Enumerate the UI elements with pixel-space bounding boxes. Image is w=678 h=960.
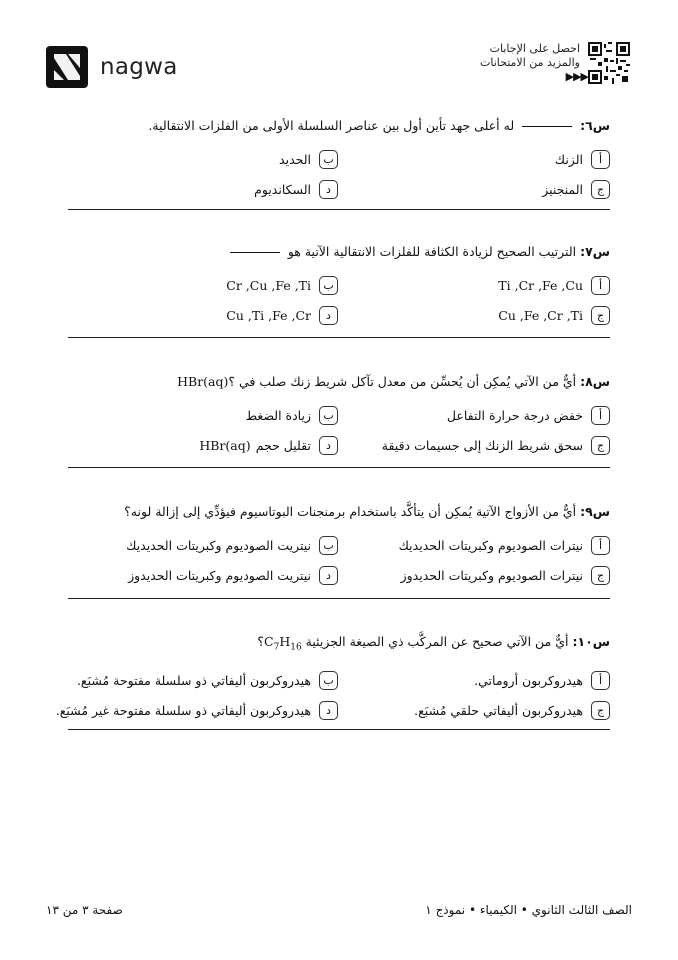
question-10-text: س١٠: أيٌّ من الآتي صحيح عن المركَّب ذي الصيغة الجزيئية $C_7H_{16}؟$ xyxy=(257,634,610,653)
option-a[interactable] xyxy=(340,150,610,169)
option-text: Cu ,Ti ,Fe ,Cr xyxy=(226,307,311,323)
option-text: المنجنيز xyxy=(542,181,583,197)
option-a[interactable] xyxy=(340,671,610,690)
option-d[interactable] xyxy=(68,566,338,585)
option-text: نيتريت الصوديوم وكبريتات الحديدوز xyxy=(128,567,311,583)
question-6-text xyxy=(68,116,610,136)
option-text: هيدروكربون أليفاتي ذو سلسلة مفتوحة مُشبَع. xyxy=(76,673,311,688)
option-text: تقليل حجم xyxy=(255,437,311,453)
option-letter-badge: ج xyxy=(591,701,610,720)
option-b[interactable] xyxy=(68,671,338,690)
option-c[interactable] xyxy=(340,180,610,199)
option-a[interactable] xyxy=(340,406,610,425)
option-letter-badge: أ xyxy=(591,406,610,425)
option-b[interactable] xyxy=(68,150,338,169)
option-text: السكانديوم xyxy=(254,181,311,197)
option-text: خفض درجة حرارة التفاعل xyxy=(446,407,583,423)
option-d[interactable] xyxy=(55,701,338,720)
option-d[interactable] xyxy=(68,306,338,325)
question-number: س٧: xyxy=(580,244,610,259)
option-letter-badge: د xyxy=(319,306,338,325)
question-number: س٨: xyxy=(580,374,610,389)
molecular-formula: $C_7H_{16}$ xyxy=(264,634,302,653)
option-c[interactable] xyxy=(340,701,610,720)
option-text: هيدروكربون أليفاتي حلقي مُشبَع. xyxy=(414,703,583,718)
option-letter-badge: أ xyxy=(591,150,610,169)
option-c[interactable] xyxy=(340,436,610,455)
nagwa-logo-icon xyxy=(46,46,88,88)
option-letter-badge: د xyxy=(319,566,338,585)
option-text: Cr ,Cu ,Fe ,Ti xyxy=(226,277,311,293)
page-header xyxy=(0,40,678,96)
option-text: زيادة الضغط xyxy=(245,407,311,423)
question-stem: الترتيب الصحيح لزيادة الكثافة للفلزات الانتقالية الآتية هو xyxy=(287,244,577,259)
option-letter-badge: ب xyxy=(319,150,338,169)
section-divider xyxy=(68,337,610,338)
options-group xyxy=(55,666,610,726)
option-text: الحديد xyxy=(279,151,311,167)
option-a[interactable] xyxy=(340,276,610,295)
option-text: نيترات الصوديوم وكبريتات الحديدوز xyxy=(400,567,583,583)
option-b[interactable] xyxy=(68,276,338,295)
question-8 xyxy=(68,372,610,460)
option-b[interactable] xyxy=(68,406,338,425)
logo-text: nagwa xyxy=(100,54,178,80)
page-footer xyxy=(46,903,632,923)
option-letter-badge: د xyxy=(319,180,338,199)
question-stem: أيٌّ من الآتي يُمكِن أن يُحسِّن من معدل تآكل شريط زنك صلب في xyxy=(239,374,577,389)
options-group xyxy=(68,400,610,460)
qr-code-icon[interactable] xyxy=(588,42,630,84)
option-text: الزنك xyxy=(554,151,583,167)
question-stem: أيٌّ من الأزواج الآتية يُمكِن أن يتأكَّد باستخدام برمنجنات البوتاسيوم فيؤدِّي إلى إزالة لونه؟ xyxy=(124,504,577,519)
option-a[interactable] xyxy=(340,536,610,555)
section-divider xyxy=(68,467,610,468)
promo-block xyxy=(480,42,630,84)
option-letter-badge: د xyxy=(319,701,338,720)
option-letter-badge: ج xyxy=(591,306,610,325)
promo-arrows-icon: ▶▶▶ xyxy=(565,70,588,83)
answer-blank xyxy=(522,126,572,127)
nagwa-logo xyxy=(46,46,178,88)
promo-text-line2: والمزيد من الامتحانات xyxy=(479,56,580,69)
option-letter-badge: ج xyxy=(591,436,610,455)
option-formula: HBr(aq) xyxy=(199,437,251,453)
option-d[interactable] xyxy=(68,436,338,455)
section-divider xyxy=(68,598,610,599)
course-info: الصف الثالث الثانوي • الكيمياء • نموذج ١ xyxy=(425,903,632,917)
option-letter-badge: د xyxy=(319,436,338,455)
option-letter-badge: أ xyxy=(591,671,610,690)
options-group xyxy=(68,144,610,204)
question-8-text xyxy=(68,372,610,392)
question-10 xyxy=(55,632,610,726)
option-letter-badge: ب xyxy=(319,406,338,425)
option-c[interactable] xyxy=(340,566,610,585)
option-text: هيدروكربون أروماتي. xyxy=(474,673,583,688)
section-divider xyxy=(68,209,610,210)
options-group xyxy=(68,530,610,590)
question-7-text xyxy=(68,242,610,262)
section-divider xyxy=(68,729,610,730)
question-formula: HBr(aq)؟ xyxy=(177,374,236,389)
promo-text-line1: احصل على الإجابات xyxy=(489,42,580,55)
option-d[interactable] xyxy=(68,180,338,199)
question-9 xyxy=(68,502,610,590)
option-letter-badge: ج xyxy=(591,180,610,199)
question-9-text xyxy=(68,502,610,522)
question-stem: له أعلى جهد تأين أول بين عناصر السلسلة الأولى من الفلزات الانتقالية. xyxy=(148,118,515,133)
option-letter-badge: ب xyxy=(319,536,338,555)
question-7 xyxy=(68,242,610,330)
option-text: Ti ,Cr ,Fe ,Cu xyxy=(498,277,583,293)
option-letter-badge: ج xyxy=(591,566,610,585)
options-group xyxy=(68,270,610,330)
option-letter-badge: أ xyxy=(591,276,610,295)
question-number: س٩: xyxy=(580,504,610,519)
option-c[interactable] xyxy=(340,306,610,325)
question-stem: أيٌّ من الآتي صحيح عن المركَّب ذي الصيغة الجزيئية xyxy=(305,634,569,649)
question-6 xyxy=(68,116,610,204)
option-text: نيترات الصوديوم وكبريتات الحديديك xyxy=(398,537,583,553)
page-number: صفحة ٣ من ١٣ xyxy=(46,903,123,917)
option-letter-badge: ب xyxy=(319,671,338,690)
question-number: س١٠: xyxy=(572,634,610,649)
option-text: سحق شريط الزنك إلى جسيمات دقيقة xyxy=(381,437,583,453)
option-letter-badge: ب xyxy=(319,276,338,295)
option-letter-badge: أ xyxy=(591,536,610,555)
option-text: هيدروكربون أليفاتي ذو سلسلة مفتوحة غير مُشبَع. xyxy=(55,703,311,718)
option-text: نيتريت الصوديوم وكبريتات الحديديك xyxy=(126,537,311,553)
answer-blank xyxy=(230,252,280,253)
option-text: Cu ,Fe ,Cr ,Ti xyxy=(498,307,583,323)
question-number: س٦: xyxy=(580,118,610,133)
option-b[interactable] xyxy=(68,536,338,555)
